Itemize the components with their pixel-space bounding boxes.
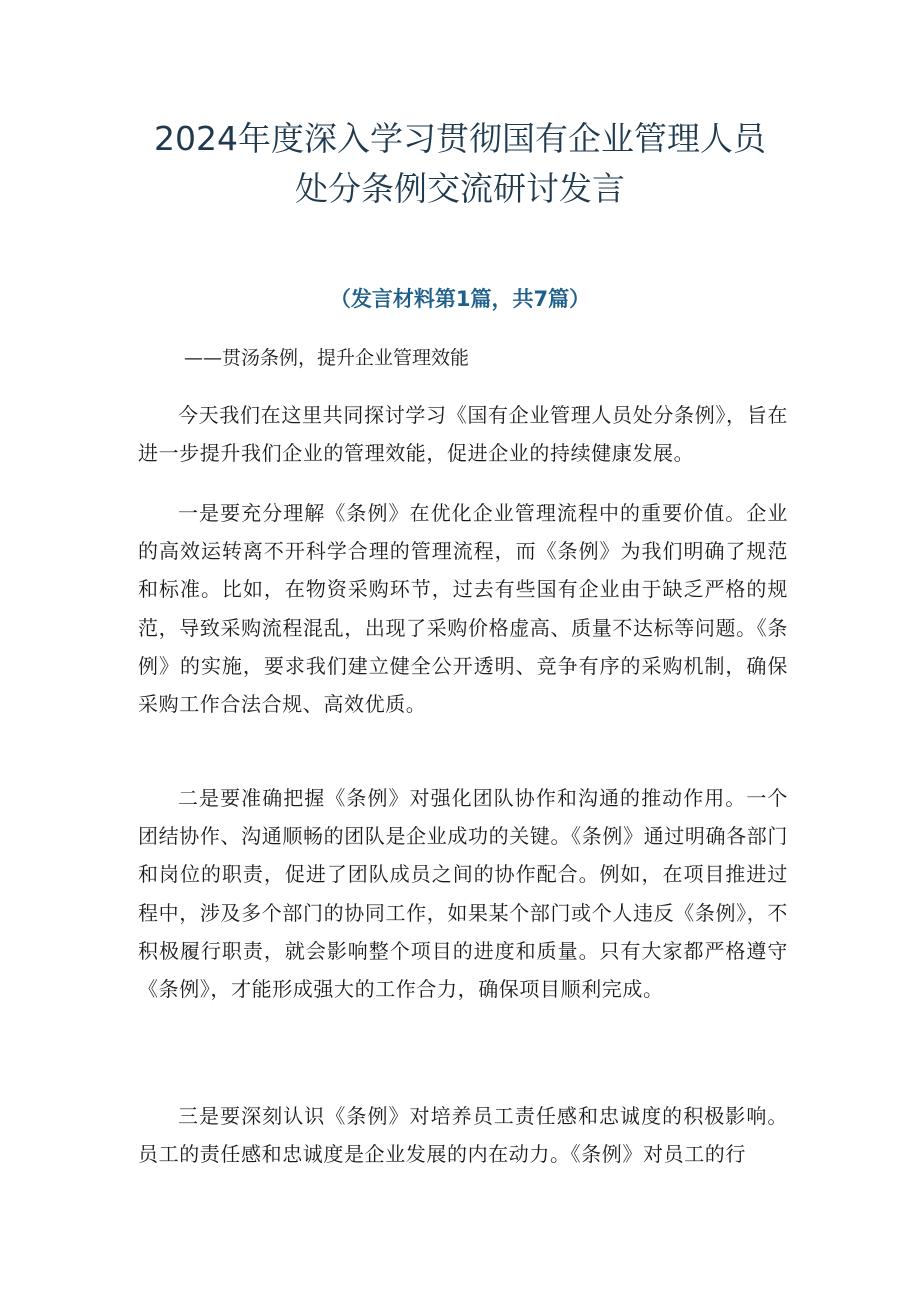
document-subtitle: （发言材料第1篇，共7篇） xyxy=(329,287,591,311)
paragraph-point-two: 二是要准确把握《条例》对强化团队协作和沟通的推动作用。一个团结协作、沟通顺畅的团队是企业成功的关键。《条例》通过明确各部门和岗位的职责，促进了团队成员之间的协作配合。例如，在项目推进过程中，涉及多个部门的协同工作，如果某个部门或个人违反《条例》，不积极履行职责，就会影响整个项目的进度和质量。只有大家都严格遵守《条例》，才能形成强大的工作合力，确保项目顺利完成。 xyxy=(138,786,788,1002)
lead-line: ——贯汤条例，提升企业管理效能 xyxy=(184,347,470,369)
paragraph-intro: 今天我们在这里共同探讨学习《国有企业管理人员处分条例》，旨在进一步提升我们企业的管理效能，促进企业的持续健康发展。 xyxy=(138,403,788,466)
document-title-line1: 2024年度深入学习贯彻国有企业管理人员 xyxy=(154,119,766,158)
paragraph-point-three: 三是要深刻认识《条例》对培养员工责任感和忠诚度的积极影响。员工的责任感和忠诚度是企业发展的内在动力。《条例》对员工的行 xyxy=(138,1104,788,1167)
document-title-line2: 处分条例交流研讨发言 xyxy=(295,169,625,208)
paragraph-point-one: 一是要充分理解《条例》在优化企业管理流程中的重要价值。企业的高效运转离不开科学合理的管理流程，而《条例》为我们明确了规范和标准。比如，在物资采购环节，过去有些国有企业由于缺乏严格的规范，导致采购流程混乱，出现了采购价格虚高、质量不达标等问题。《条例》的实施，要求我们建立健全公开透明、竞争有序的采购机制，确保采购工作合法合规、高效优质。 xyxy=(138,501,788,717)
